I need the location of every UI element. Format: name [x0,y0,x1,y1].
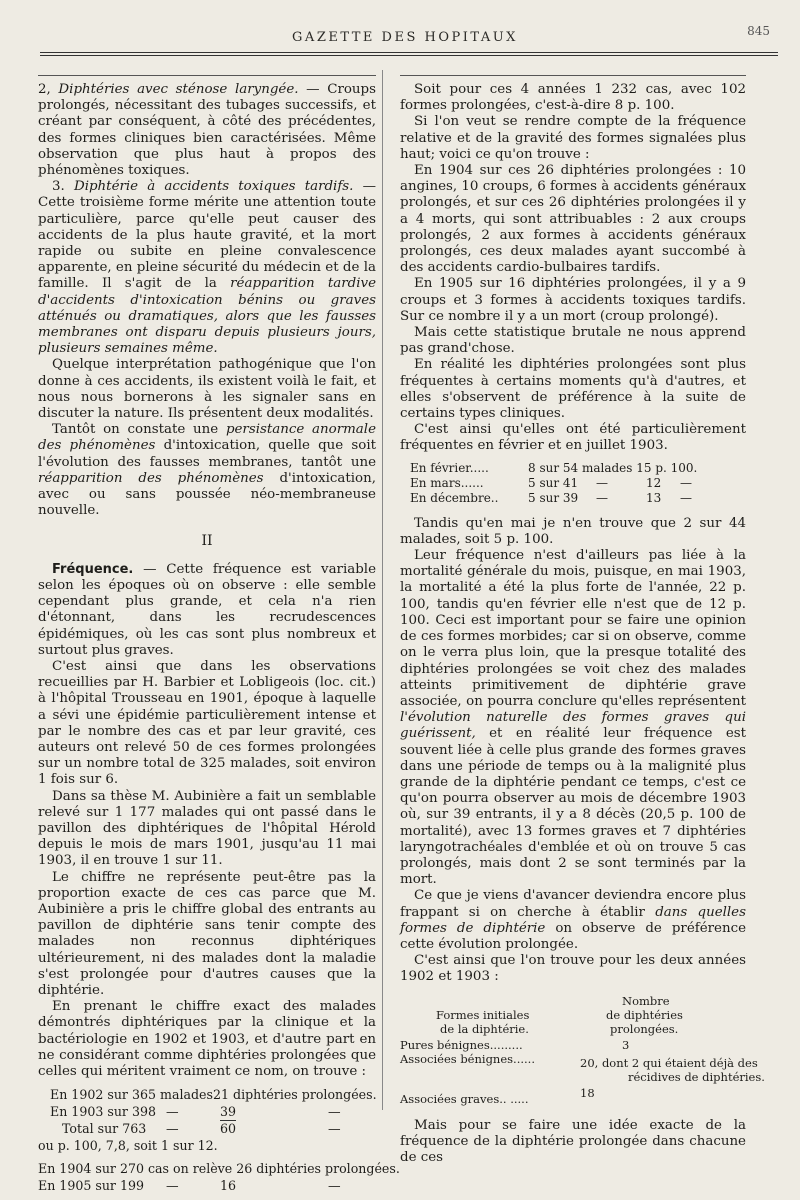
table-header: prolongées. [610,1021,679,1036]
clinical-forms-table [400,992,765,1110]
monthly-frequency-table [410,461,746,506]
table-row: En mars...... 5 sur 41 — 12 — [410,475,692,490]
stat-row: Total sur 763 — 60 — [62,1121,341,1137]
paragraph: C'est ainsi que l'on trouve pour les deux années 1902 et 1903 : [400,953,746,985]
paragraph: 2, Diphtéries avec sténose laryngée. — Croups prolongés, nécessitant des tubages successifs, et créant par conséquent, à côté des précédentes, des formes cliniques bien caractérisées. Même observation que plus haut à propos des phénomènes toxiques. [38,82,376,179]
section-number: II [201,533,213,550]
paragraph: En 1904 sur ces 26 diphtéries prolongées : 10 angines, 10 croups, 6 formes à accidents généraux prolongés, et sur ces 26 diphtéries prolongées il y a 4 morts, qui sont attribuables : 2 aux croups prolongés, 2 aux formes à accidents généraux prolongés, ces deux malades ayant succombé à des accidents cardio-bulbaires tardifs. [400,163,746,276]
page-header [0,20,800,60]
table-row: En décembre.. 5 sur 39 — 13 — [410,490,692,505]
left-column [38,78,400,1200]
paragraph: Ce que je viens d'avancer deviendra encore plus frappant si on cherche à établir dans quelles formes de diphtérie on observe de préférence cette évolution prolongée. [400,888,747,952]
table-header: de la diphtérie. [440,1021,529,1036]
paragraph: Dans sa thèse M. Aubinière a fait un semblable relevé sur 1 177 malades qui ont passé dans le pavillon des diphtériques de l'hôpital Hérold depuis le mois de mars 1901, jusqu'au 11 mai 1903, il en trouve 1 sur 11. [38,788,376,869]
paragraph: Fréquence. — Cette fréquence est variable selon les époques où on observe : elle semble cependant plus grande, et cela n'a rien d'étonnant, dans les recrudescences épidémiques, où les cas sont plus nombreux et surtout plus graves. [38,561,376,658]
header-rule [40,52,778,56]
paragraph: Soit pour ces 4 années 1 232 cas, avec 102 formes prolongées, c'est-à-dire 8 p. 100. [400,82,746,114]
stat-row: ou p. 100, 7,8, soit 1 sur 12. [38,1138,218,1154]
paragraph: Si l'on veut se rendre compte de la fréquence relative et de la gravité des formes signalées plus haut; voici ce qu'on trouve : [400,114,746,162]
paragraph: Leur fréquence n'est d'ailleurs pas liée à la mortalité générale du mois, puisque, en mai 1903, la mortalité a été la plus forte de l'année, 22 p. 100, tandis qu'en février elle n'est que de 12 p. 100. Ceci est important pour se faire une opinion de ces formes morbides; car si on observe, comme on le verra plus loin, que la presque totalité des diphtéries prolongées se voit chez des malades atteints primitivement de diphtérie grave associée, on pourra conclure qu'elles représentent l'évolution naturelle des formes graves qui guérissent, et en réalité leur fréquence est souvent liée à celle plus grande des formes graves dans une période de temps ou à la malignité plus grande de la diphtérie pendant ce temps, c'est ce qu'on pourra observer au mois de décembre 1903 où, sur 39 entrants, il y a 8 décès (20,5 p. 100 de mortalité), avec 13 formes graves et 7 diphtéries laryngotrachéales d'emblée et où on trouve 5 cas prolongés, mais dont 2 se sont terminés par la mort. [400,548,746,888]
paragraph: En prenant le chiffre exact des malades démontrés diphtériques par la clinique et la bactériologie en 1902 et 1903, et d'autre part en ne considérant comme diphtéries prolongées que celles qui méritent vraiment ce nom, on trouve : [38,999,376,1079]
paragraph: C'est ainsi que dans les observations recueillies par H. Barbier et Lobligeois (loc. cit.) à l'hôpital Trousseau en 1901, époque à laquelle a sévi une épidémie particulièrement intense et par le nombre des cas et par leur gravité, ces auteurs ont relevé 50 de ces formes prolongées sur un nombre total de 325 malades, soit environ 1 fois sur 6. [38,658,376,788]
table-cell: récidives de diphtéries. [628,1069,765,1084]
right-column-rule [400,75,746,76]
run-in-heading: Fréquence. [52,561,134,577]
right-column [400,78,765,1166]
running-title: GAZETTE DES HOPITAUX [292,30,518,45]
paragraph: 3. Diphtérie à accidents toxiques tardifs. — Cette troisième forme mérite une attention toute particulière, parce qu'elle peut causer des accidents de la plus haute gravité, et la mort rapide ou subite en pleine convalescence apparente, en pleine sécurité du médecin et de la famille. Il s'agit de la réapparition tardive d'accidents d'intoxication bénins ou graves atténués ou dramatiques, alors que les fausses membranes ont disparu depuis plusieurs jours, plusieurs semaines même. [38,179,376,357]
paragraph: C'est ainsi qu'elles ont été particulièrement fréquentes en février et en juillet 1903. [400,422,746,454]
paragraph: Mais cette statistique brutale ne nous apprend pas grand'chose. [400,325,746,357]
stat-row: En 1905 sur 199 — 16 — [38,1178,341,1194]
paragraph: En 1905 sur 16 diphtéries prolongées, il y a 9 croups et 3 formes à accidents toxiques tardifs. Sur ce nombre il y a un mort (croup prolongé). [400,276,746,324]
paragraph: En réalité les diphtéries prolongées sont plus fréquentes à certains moments qu'à d'autres, et elles s'observent de préférence à la suite de certains types cliniques. [400,357,746,422]
paragraph: Tandis qu'en mai je n'en trouve que 2 sur 44 malades, soit 5 p. 100. [400,515,746,547]
paragraph: Quelque interprétation pathogénique que l'on donne à ces accidents, ils existent voilà le fait, et nous nous bornerons à les signaler sans en discuter la nature. Ils présentent deux modalités. [38,357,376,422]
table-cell: 3 [622,1037,630,1052]
table-header: de diphtéries [606,1007,683,1022]
table-cell: Associées graves.. ..... [400,1091,529,1106]
stat-row: En 1904 sur 270 cas on relève 26 diphtéries prolongées. [38,1161,400,1177]
table-cell: 20, dont 2 qui étaient déjà des [580,1055,758,1070]
paragraph: Tantôt on constate une persistance anormale des phénomènes d'intoxication, quelle que soit l'évolution des fausses membranes, tantôt une réapparition des phénomènes d'intoxication, avec ou sans poussée néo-membraneuse nouvelle. [38,422,376,519]
statistics-block [38,1086,400,1194]
table-cell: Associées bénignes...... [400,1051,535,1066]
table-header: Nombre [622,993,670,1008]
stat-row: En 1903 sur 398 — 39 — [50,1104,341,1120]
page-number: 845 [747,24,770,38]
table-cell: Pures bénignes......... [400,1037,523,1052]
table-row: En février..... 8 sur 54 malades 15 p. 100. [410,460,698,475]
left-column-rule [38,75,376,76]
paragraph: Le chiffre ne représente peut-être pas la proportion exacte de ces cas parce que M. Aubinière a pris le chiffre global des entrants au pavillon de diphtérie sans tenir compte des malades non reconnus diphtériques ultérieurement, ni des malades dont la maladie s'est prolongée pour d'autres causes que la diphtérie. [38,869,376,998]
column-divider [382,70,383,1110]
table-cell: 18 [580,1085,595,1100]
stat-row: En 1902 sur 365 malades 21 diphtéries prolongées. [50,1087,377,1103]
paragraph: Mais pour se faire une idée exacte de la fréquence de la diphtérie prolongée dans chacune de ces [400,1117,746,1165]
table-header: Formes initiales [436,1007,530,1022]
